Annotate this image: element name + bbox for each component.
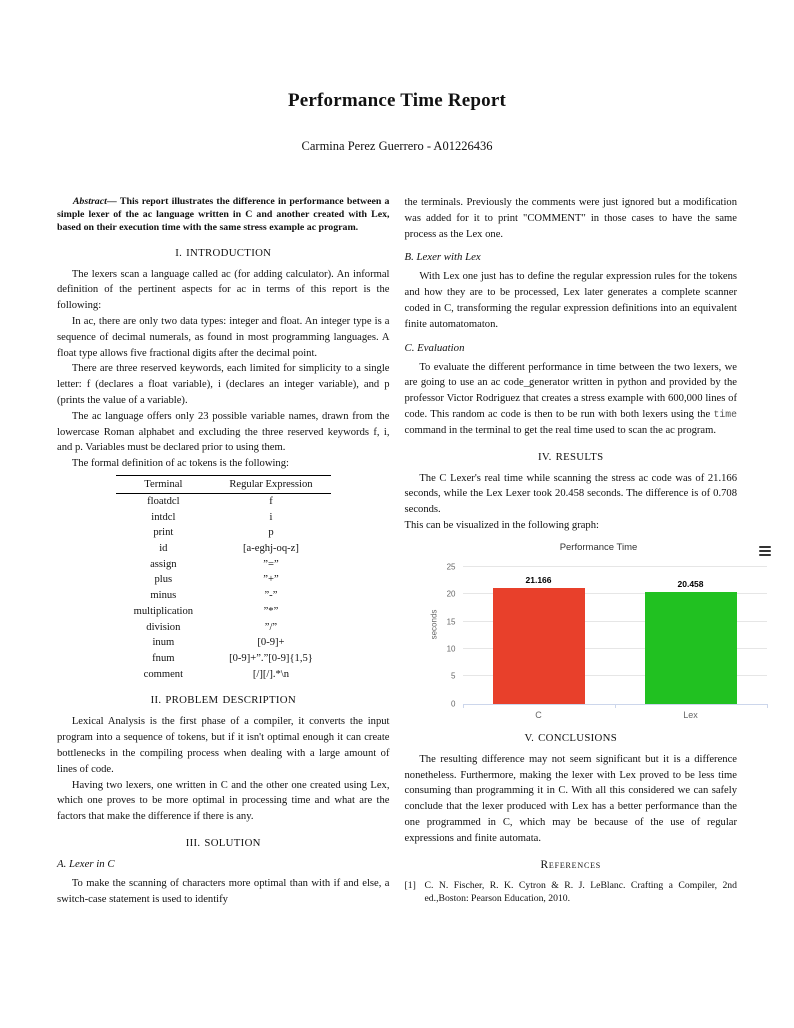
table-row <box>116 541 331 557</box>
y-tick-label: 0 <box>451 699 456 709</box>
table-cell: [0-9]+ <box>257 637 285 649</box>
x-category-label: C <box>535 709 542 720</box>
paragraph: the terminals. Previously the comments were just ignored but a modification was added for it to print "COMMENT" in those cases to have the same process as the Lex one. <box>404 197 737 240</box>
table-cell: ”-” <box>264 590 278 602</box>
x-category-label: Lex <box>683 709 698 720</box>
table-cell: intdcl <box>151 511 176 523</box>
paragraph: The formal definition of ac tokens is the following: <box>71 458 289 470</box>
table-row <box>116 510 331 526</box>
table-cell: f <box>269 495 273 507</box>
reference-text: C. N. Fischer, R. K. Cytron & R. J. LeBlanc. Crafting a Compiler, 2nd ed.,Boston: Pearson Education, 2010. <box>424 879 737 904</box>
table-row <box>116 667 331 683</box>
bar-lex <box>645 578 737 704</box>
table-row <box>116 635 331 651</box>
paragraph: In ac, there are only two data types: integer and float. An integer type is a sequence of decimal numerals, as found in most programming languages. A float type allows five fractional digits after the decimal point. <box>57 316 390 359</box>
paragraph: The C Lexer's real time while scanning the stress ac code was of 21.166 seconds, while the Lex Lexer took 20.458 seconds. The difference is of 0.708 seconds. <box>404 472 737 516</box>
reference-item <box>405 879 738 905</box>
x-tick <box>615 704 616 708</box>
table-row <box>116 620 331 636</box>
table-header-row <box>116 475 331 493</box>
table-row <box>116 572 331 588</box>
table-row <box>116 493 331 509</box>
section-heading-results: IV. RESULTS <box>537 450 604 463</box>
token-table-head <box>116 475 331 493</box>
y-tick-label: 5 <box>451 671 456 681</box>
table-cell: assign <box>150 558 177 570</box>
table-cell: [a-eghj-oq-z] <box>243 543 299 555</box>
table-cell: multiplication <box>133 605 194 617</box>
table-cell: fnum <box>152 653 175 664</box>
table-row <box>116 651 331 667</box>
left-column <box>57 195 390 908</box>
token-table-body <box>116 493 331 682</box>
section-heading-solution: III. SOLUTION <box>185 836 261 849</box>
inline-code: time <box>713 408 737 420</box>
table-row <box>116 525 331 541</box>
table-cell: [0-9]+”.”[0-9]{1,5} <box>229 653 313 664</box>
subsection-heading-evaluation: C. Evaluation <box>404 341 465 354</box>
table-cell: id <box>159 543 168 555</box>
paragraph: With Lex one just has to define the regular expression rules for the tokens and how they are to be processed, Lex later generates a complete scanner coded in C, transforming the regular expression definitions into an equivalent finite automatomaton. <box>404 271 737 330</box>
y-tick-label: 10 <box>446 644 456 654</box>
table-cell: ”/” <box>264 621 278 633</box>
section-heading-conclusions: V. CONCLUSIONS <box>524 731 618 744</box>
paragraph: This can be visualized in the following graph: <box>404 519 599 531</box>
table-cell: comment <box>143 668 184 680</box>
token-definition-table <box>116 475 331 682</box>
chart-plot-area <box>446 562 767 709</box>
bar-c <box>493 574 585 704</box>
table-row <box>116 604 331 620</box>
table-cell: inum <box>152 637 175 649</box>
y-tick-label: 20 <box>446 589 456 599</box>
table-cell: i <box>269 511 273 523</box>
table-cell: ”=” <box>263 558 279 570</box>
x-tick <box>767 704 768 708</box>
author-line: Carmina Perez Guerrero - A01226436 <box>301 139 493 153</box>
page-title: Performance Time Report <box>287 90 507 111</box>
y-tick-label: 25 <box>446 562 456 572</box>
gridline <box>463 566 767 567</box>
bar-data-label: 20.458 <box>677 578 704 589</box>
paragraph: To make the scanning of characters more optimal than with if and else, a switch-case statement is used to identify <box>57 877 390 905</box>
abstract-text: This report illustrates the difference in performance between a simple lexer of the ac language written in C and another created with Lex, based on their execution time with the same stress example ac program. <box>57 196 390 234</box>
paragraph <box>405 360 738 439</box>
chart-y-axis-label: seconds <box>428 609 438 640</box>
table-cell: floatdcl <box>147 495 180 507</box>
table-column-header: Regular Expression <box>211 475 331 493</box>
reference-marker: [1] <box>404 879 416 891</box>
table-cell: [/][/].*\n <box>252 668 290 680</box>
section-heading-references: References <box>540 858 602 871</box>
subsection-heading-lexer-with-lex: B. Lexer with Lex <box>404 251 481 264</box>
abstract-lead: Abstract— <box>72 196 120 207</box>
paragraph: There are three reserved keywords, each limited for simplicity to a single letter: f (declares a float variable), i (declares an integer variable), and p (prints the value of a variable). <box>57 363 390 406</box>
right-column <box>405 195 738 908</box>
paragraph: Having two lexers, one written in C and the other one created using Lex, which one proves to be more optimal in processing time and what are the factors that make the difference if there is any. <box>57 779 390 823</box>
table-cell: minus <box>150 590 177 602</box>
bar-data-label: 21.166 <box>525 574 552 585</box>
table-row <box>116 557 331 573</box>
table-cell: plus <box>154 574 173 586</box>
table-column-header: Terminal <box>116 475 211 493</box>
table-cell: ”*” <box>263 605 279 617</box>
table-row <box>116 588 331 604</box>
table-cell: p <box>268 527 274 539</box>
evaluation-text: To evaluate the different performance in time between the two lexers, we are going to use an ac code_generator written in python and provided by the professor Victor Rodriguez that creates a stress example with 600,000 lines of code. This random ac code is then to be run with both lexers using the <box>404 361 737 420</box>
section-heading-problem: II. PROBLEM DESCRIPTION <box>150 694 296 707</box>
paragraph: The lexers scan a language called ac (for adding calculator). An informal definition of the pertinent aspects for ac in terms of this report is the following: <box>57 268 390 312</box>
paragraph: The resulting difference may not seem significant but it is a difference nonetheless. Furthermore, making the lexer with Lex proved to be less time consuming than programming it in C. With all this considered we can safely conclude that the lexer produced with Lex has a better performance than the one programmed in C, which may be because of the use of regular expressions and finite automata. <box>404 753 737 844</box>
hamburger-icon[interactable] <box>758 543 772 559</box>
table-cell: division <box>146 621 181 633</box>
chart-title: Performance Time <box>559 541 638 553</box>
paragraph: The ac language offers only 23 possible variable names, drawn from the lowercase Roman alphabet and excluding the three reserved keywords f, i, and p. Variables must be declared prior to using them. <box>57 410 390 454</box>
section-heading-introduction: I. INTRODUCTION <box>175 246 272 259</box>
performance-time-chart <box>421 542 777 720</box>
paragraph: Lexical Analysis is the first phase of a compiler, it converts the input program into a sequence of tokens, but if it isn't optimal enough it can create bottlenecks in the compiling process when dealing with a large amount of lines of code. <box>57 716 390 775</box>
subsection-heading-lexer-in-c: A. Lexer in C <box>57 857 115 870</box>
table-cell: print <box>153 527 174 539</box>
x-tick <box>463 704 464 708</box>
abstract <box>57 195 390 235</box>
table-cell: ”+” <box>263 574 279 586</box>
y-tick-label: 15 <box>446 617 456 627</box>
evaluation-text: command in the terminal to get the real time used to scan the ac program. <box>404 424 717 436</box>
two-column-body <box>57 195 737 908</box>
